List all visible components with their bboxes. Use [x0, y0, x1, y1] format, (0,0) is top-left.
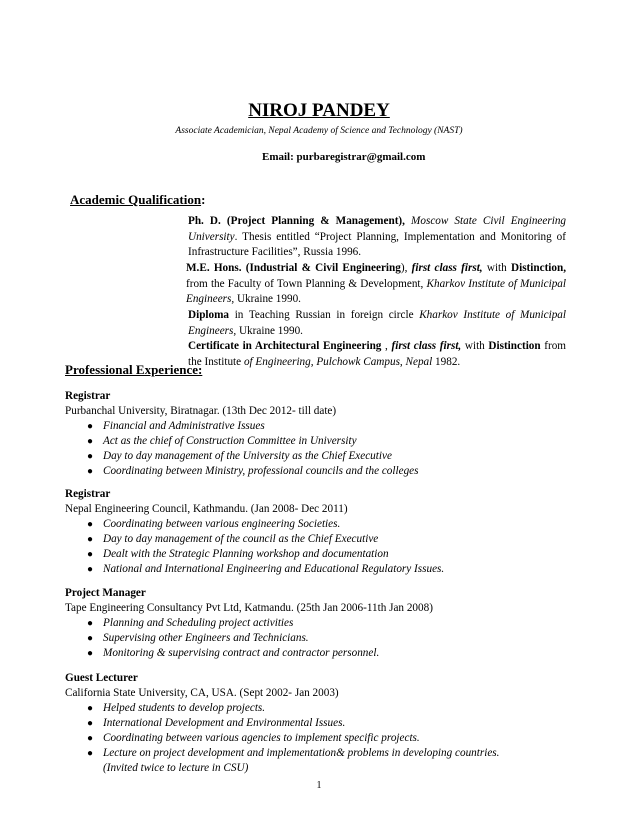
duty-note: (Invited twice to lecture in CSU) [103, 762, 249, 774]
duty-item: ● Coordinating between various agencies to implement specific projects. [87, 732, 420, 744]
qualification-phd [188, 214, 566, 261]
certificate-distinction: Distinction [488, 340, 541, 352]
me-after: ), [400, 262, 408, 274]
experience-heading: Professional Experience: [65, 362, 203, 377]
duty-item: ● National and International Engineering and Educational Regulatory Issues. [87, 563, 445, 575]
bullet-icon: ● [87, 618, 94, 629]
duty-item: ● Day to day management of the council as the Chief Executive [87, 533, 379, 545]
bullet-icon: ● [87, 633, 94, 644]
duty-item: ● Coordinating between various engineering Societies. [87, 518, 341, 530]
duty-item: ● Dealt with the Strategic Planning workshop and documentation [87, 548, 389, 560]
phd-text: . Thesis entitled “Project Planning, Implementation and Monitoring of Infrastructure Facilities”, Russia 1996. [188, 230, 566, 259]
page-number: 1 [316, 780, 322, 791]
job-role: Registrar [65, 390, 111, 402]
duty-item: ● International Development and Environmental Issues. [87, 717, 346, 729]
me-text1: from the Faculty of Town Planning & Development, [186, 277, 424, 290]
me-text2: Ukraine 1990. [236, 293, 301, 306]
diploma-institution: Kharkov Institute of Municipal Engineers, [188, 309, 567, 337]
job-duties [65, 701, 605, 776]
bullet-icon: ● [87, 436, 94, 447]
qualification-me [186, 261, 566, 308]
certificate-text1: from the Institute [188, 340, 567, 368]
phd-degree: Ph. D. (Project Planning & Management), [188, 215, 405, 227]
certificate-first-class: first class first, [391, 340, 462, 352]
qualification-certificate [188, 339, 566, 370]
academic-heading-text: Academic Qualification [70, 192, 202, 207]
duty-item: ● Supervising other Engineers and Technicians. [87, 632, 309, 644]
me-with: with [486, 262, 507, 274]
job-role: Registrar [65, 488, 111, 500]
me-degree: M.E. Hons. (Industrial & Civil Engineering [186, 262, 401, 274]
bullet-icon: ● [87, 519, 94, 530]
duty-item: ● Act as the chief of Construction Committee in University [87, 435, 357, 447]
me-institution: Kharkov Institute of Municipal Engineers, [186, 277, 566, 306]
resume-subtitle: Associate Academician, Nepal Academy of Science and Technology (NAST) [175, 126, 463, 136]
job-entry [65, 671, 605, 776]
certificate-text2: 1982. [435, 355, 461, 368]
diploma-text2: Ukraine 1990. [238, 324, 303, 337]
job-role: Guest Lecturer [65, 672, 138, 684]
resume-name: NIROJ PANDEY [248, 100, 390, 121]
duty-item: ● Coordinating between Ministry, professional councils and the colleges [87, 465, 419, 477]
bullet-icon: ● [87, 648, 94, 659]
bullet-icon: ● [87, 564, 94, 575]
academic-heading-colon: : [201, 192, 206, 207]
bullet-icon: ● [87, 748, 94, 759]
job-entry [65, 586, 605, 661]
duty-item: ● Helped students to develop projects. [87, 702, 266, 714]
qualification-diploma [188, 308, 566, 339]
job-duties [65, 419, 605, 479]
academic-heading [70, 192, 205, 208]
phd-institution: Moscow State Civil Engineering University [188, 215, 567, 243]
bullet-icon: ● [87, 549, 94, 560]
me-first-class: first class first, [411, 262, 483, 274]
duty-item: ● Day to day management of the University as the Chief Executive [87, 450, 392, 462]
certificate-sep: , [385, 340, 388, 352]
diploma-title: Diploma [188, 309, 230, 321]
bullet-icon: ● [87, 733, 94, 744]
job-place: Purbanchal University, Biratnagar. (13th Dec 2012- till date) [65, 405, 337, 417]
job-place: California State University, CA, USA. (Sept 2002- Jan 2003) [65, 687, 339, 699]
me-distinction: Distinction, [511, 262, 567, 274]
job-duties [65, 616, 605, 661]
bullet-icon: ● [87, 534, 94, 545]
job-place: Tape Engineering Consultancy Pvt Ltd, Katmandu. (25th Jan 2006-11th Jan 2008) [65, 602, 433, 614]
bullet-icon: ● [87, 421, 94, 432]
bullet-icon: ● [87, 703, 94, 714]
job-entry [65, 389, 605, 479]
certificate-title: Certificate in Architectural Engineering [188, 340, 382, 352]
certificate-institution: of Engineering, Pulchowk Campus, Nepal [243, 355, 433, 368]
duty-item: ● Monitoring & supervising contract and contractor personnel. [87, 647, 380, 659]
bullet-icon: ● [87, 466, 94, 477]
bullet-icon: ● [87, 718, 94, 729]
diploma-text1: in Teaching Russian in foreign circle [234, 309, 414, 321]
email-line: Email: purbaregistrar@gmail.com [262, 151, 426, 163]
duty-item: ● Planning and Scheduling project activities [87, 617, 294, 629]
duty-item: ● Financial and Administrative Issues [87, 420, 265, 432]
job-entry [65, 487, 605, 577]
job-duties [65, 517, 605, 577]
job-role: Project Manager [65, 587, 146, 599]
bullet-icon: ● [87, 451, 94, 462]
duty-item: ● Lecture on project development and implementation& problems in developing countries. [87, 747, 500, 759]
job-place: Nepal Engineering Council, Kathmandu. (Jan 2008- Dec 2011) [65, 503, 348, 515]
certificate-with: with [464, 340, 485, 352]
